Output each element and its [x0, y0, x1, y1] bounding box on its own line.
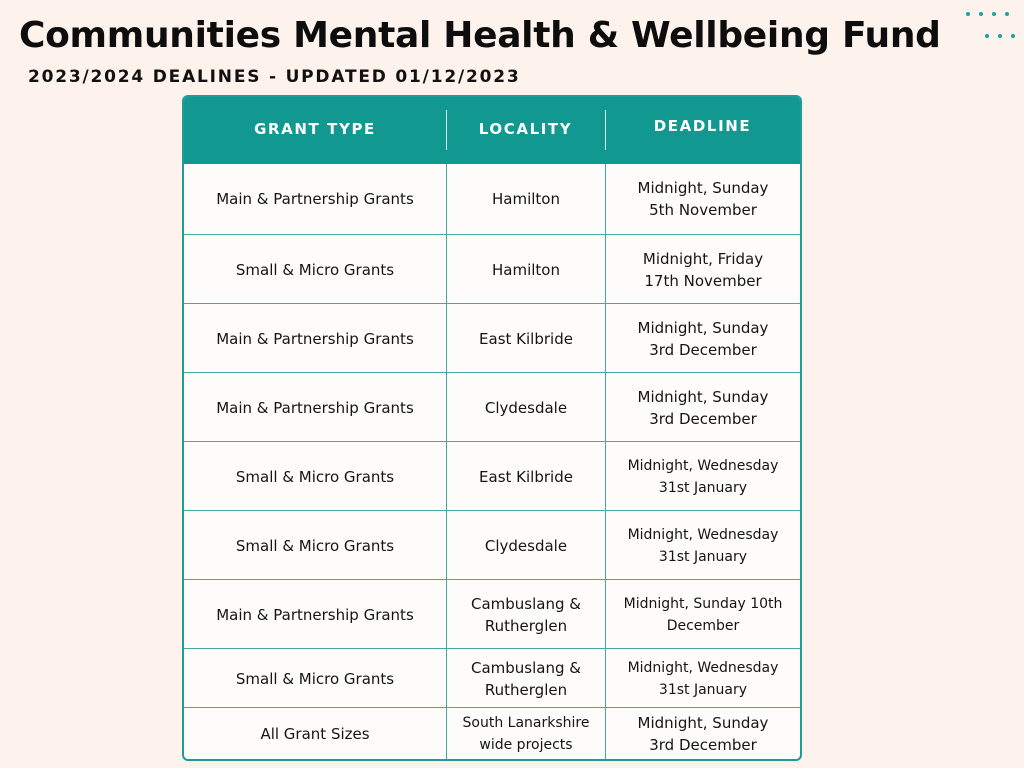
locality-cell: Clydesdale	[446, 373, 605, 442]
locality-cell: East Kilbride	[446, 304, 605, 373]
deadline-cell: Midnight, Wednesday 31st January	[605, 649, 800, 708]
deadline-cell: Midnight, Sunday 3rd December	[605, 373, 800, 442]
locality-cell: Hamilton	[446, 164, 605, 234]
dot-icon	[1011, 34, 1015, 38]
grant-type-cell: Main & Partnership Grants	[216, 190, 414, 208]
header-deadline: DEADLINE	[653, 117, 752, 135]
grant-type-cell: All Grant Sizes	[260, 724, 370, 743]
deadline-cell: Midnight, Sunday 10th December	[605, 580, 800, 649]
deadline-cell: Midnight, Wednesday 31st January	[605, 442, 800, 511]
grant-type-cell: Small & Micro Grants	[235, 669, 395, 688]
deadline-cell: Midnight, Friday 17th November	[605, 235, 800, 304]
dot-icon	[966, 12, 970, 16]
deadline-cell: Midnight, Wednesday 31st January	[605, 511, 800, 580]
grant-type-cell: Main & Partnership Grants	[216, 605, 414, 624]
locality-cell: Cambuslang & Rutherglen	[446, 649, 605, 708]
dot-icon	[985, 34, 989, 38]
locality-cell: South Lanarkshire wide projects	[446, 708, 605, 759]
dot-icon	[1005, 12, 1009, 16]
dot-icon	[979, 12, 983, 16]
table-row	[184, 648, 800, 708]
table-row	[184, 372, 800, 442]
grant-type-cell: Small & Micro Grants	[235, 260, 395, 279]
locality-cell: Cambuslang & Rutherglen	[446, 580, 605, 649]
dot-icon	[998, 34, 1002, 38]
dot-icon	[992, 12, 996, 16]
table-row	[184, 303, 800, 373]
page-subtitle: 2023/2024 DEALINES - UPDATED 01/12/2023	[28, 67, 521, 87]
header-grant-type: GRANT TYPE	[254, 120, 376, 138]
dot-grid-icon	[962, 8, 1024, 40]
deadline-cell: Midnight, Sunday 5th November	[605, 164, 800, 234]
grant-type-cell: Main & Partnership Grants	[216, 398, 414, 417]
locality-cell: Clydesdale	[446, 511, 605, 580]
deadlines-table	[182, 95, 802, 761]
locality-cell: East Kilbride	[446, 442, 605, 511]
grant-type-cell: Small & Micro Grants	[235, 467, 395, 486]
grant-type-cell: Main & Partnership Grants	[216, 329, 414, 348]
page-title: Communities Mental Health & Wellbeing Fund	[19, 15, 941, 56]
header-locality: LOCALITY	[478, 120, 573, 138]
table-row	[184, 579, 800, 649]
table-row	[184, 164, 800, 234]
table-row	[184, 234, 800, 304]
table-header	[184, 97, 800, 164]
grant-type-cell: Small & Micro Grants	[235, 536, 395, 555]
table-row	[184, 707, 800, 759]
locality-cell: Hamilton	[446, 235, 605, 304]
deadline-cell: Midnight, Sunday 3rd December	[605, 304, 800, 373]
table-row	[184, 441, 800, 511]
deadline-cell: Midnight, Sunday 3rd December	[605, 708, 800, 759]
table-row	[184, 510, 800, 580]
